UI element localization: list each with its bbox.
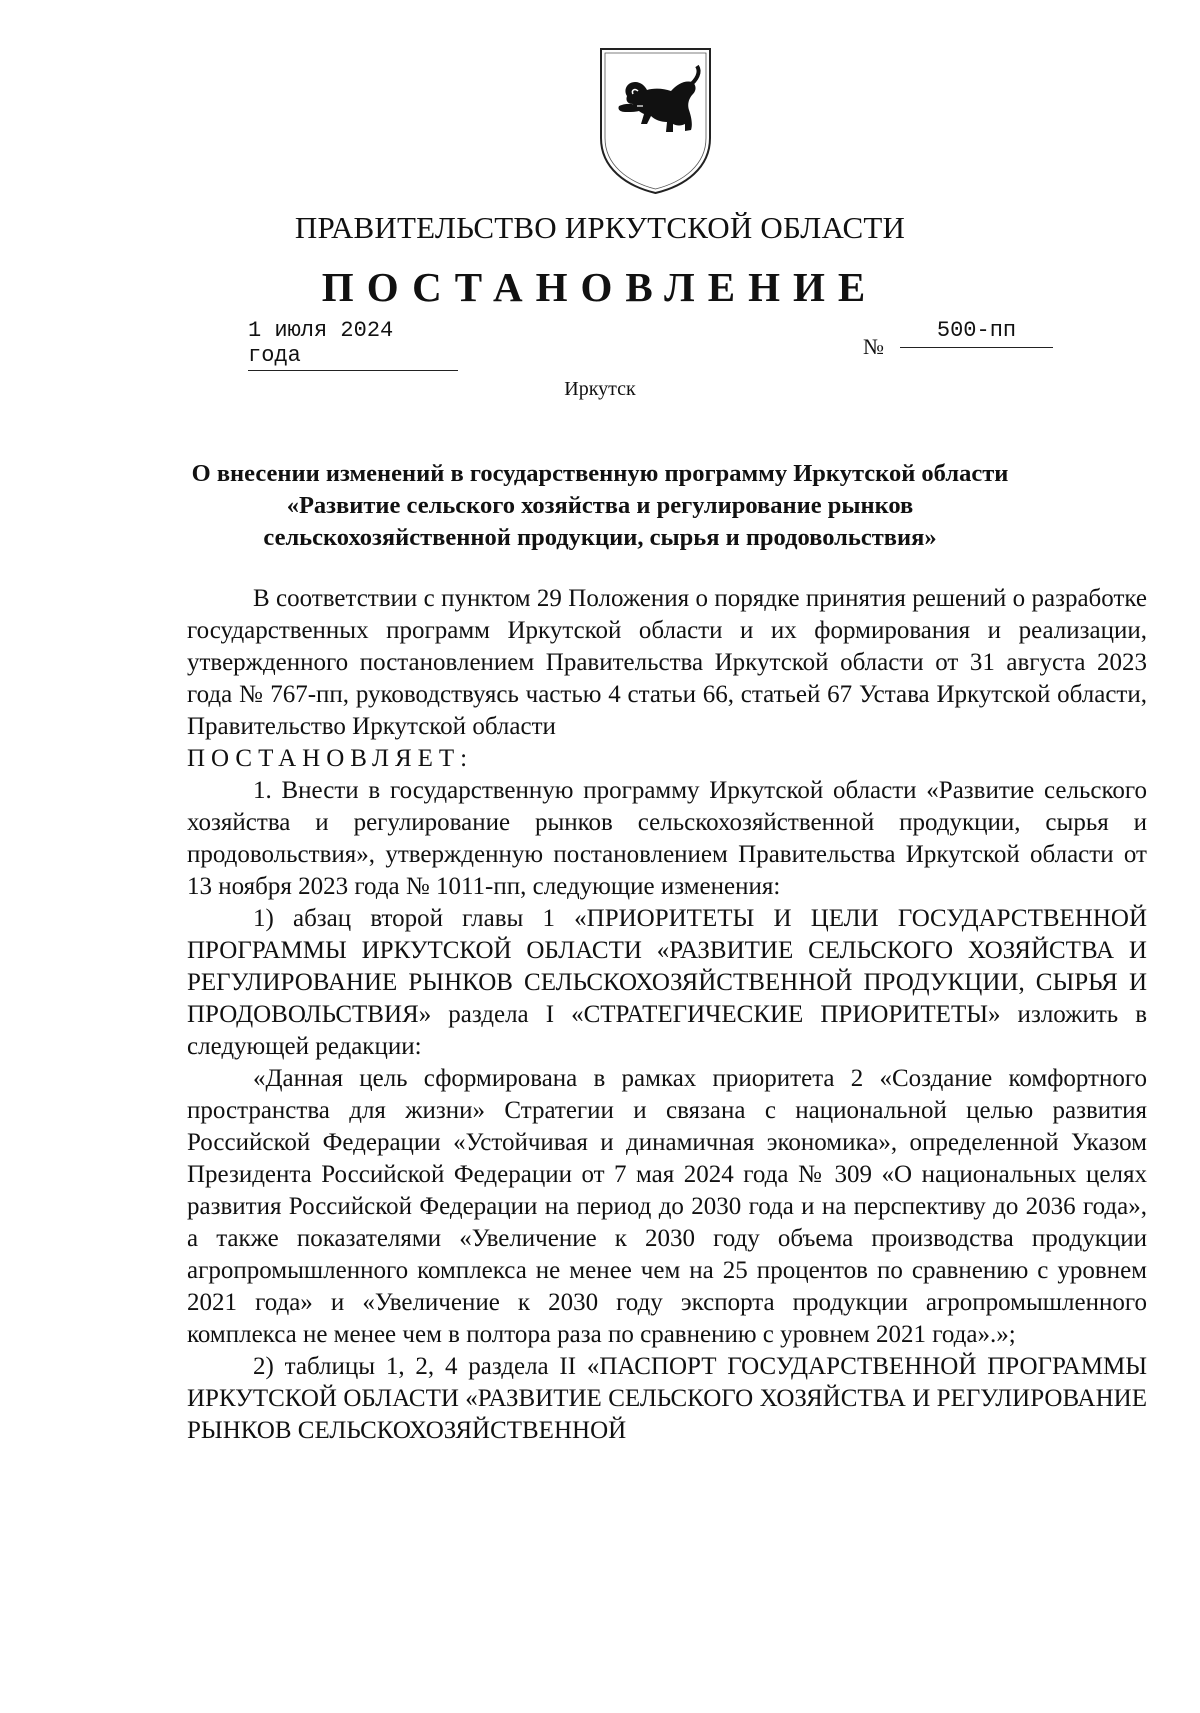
decree-word: ПОСТАНОВЛЯЕТ: <box>187 745 474 772</box>
item-1-subitem-2: 2) таблицы 1, 2, 4 раздела II «ПАСПОРТ ГОСУДАРСТВЕННОЙ ПРОГРАММЫ ИРКУТСКОЙ ОБЛАСТИ «РАЗВИТИЕ СЕЛЬСКОГО ХОЗЯЙСТВА И РЕГУЛИРОВАНИЕ РЫНКОВ СЕЛЬСКОХОЗЯЙСТВЕННОЙ <box>187 1353 1147 1444</box>
government-name: ПРАВИТЕЛЬСТВО ИРКУТСКОЙ ОБЛАСТИ <box>294 210 906 245</box>
coat-of-arms-icon <box>597 46 714 196</box>
document-number: 500-пп <box>900 318 1053 348</box>
quoted-text-paragraph: «Данная цель сформирована в рамках приоритета 2 «Создание комфортного пространства для жизни» Стратегии и связана с национальной целью развития Российской Федерации «Устойчивая и динамичная экономика», определенной Указом Президента Российской Федерации от 7 мая 2024 года № 309 «О национальных целях развития Российской Федерации на период до 2030 года и на перспективу до 2036 года», а также показателями «Увеличение к 2030 году объема производства продукции агропромышленного комплекса не менее чем на 25 процентов по сравнению с уровнем 2021 года» и «Увеличение к 2030 году экспорта продукции агропромышленного комплекса не менее чем в полтора раза по сравнению с уровнем 2021 года».»; <box>187 1065 1147 1348</box>
number-sign: № <box>863 334 884 359</box>
city-name: Иркутск <box>564 378 636 400</box>
item-1-subitem-1: 1) абзац второй главы 1 «ПРИОРИТЕТЫ И ЦЕЛИ ГОСУДАРСТВЕННОЙ ПРОГРАММЫ ИРКУТСКОЙ ОБЛАСТИ «РАЗВИТИЕ СЕЛЬСКОГО ХОЗЯЙСТВА И РЕГУЛИРОВАНИЕ РЫНКОВ СЕЛЬСКОХОЗЯЙСТВЕННОЙ ПРОДУКЦИИ, СЫРЬЯ И ПРОДОВОЛЬСТВИЯ» раздела I «СТРАТЕГИЧЕСКИЕ ПРИОРИТЕТЫ» изложить в следующей редакции: <box>187 905 1147 1060</box>
document-type: ПОСТАНОВЛЕНИЕ <box>321 264 879 310</box>
document-date: 1 июля 2024 года <box>248 318 458 371</box>
document-heading: О внесении изменений в государственную программу Иркутской области «Развитие сельского хозяйства и регулирование рынков сельскохозяйственной продукции, сырья и продовольствия» <box>191 460 1009 551</box>
document-body <box>187 583 1147 1447</box>
item-1-paragraph: 1. Внести в государственную программу Иркутской области «Развитие сельского хозяйства и регулирование рынков сельскохозяйственной продукции, сырья и продовольствия», утвержденную постановлением Правительства Иркутской области от 13 ноября 2023 года № 1011-пп, следующие изменения: <box>187 777 1147 900</box>
preamble-paragraph: В соответствии с пунктом 29 Положения о порядке принятия решений о разработке государственных программ Иркутской области и их формирования и реализации, утвержденного постановлением Правительства Иркутской области от 31 августа 2023 года № 767-пп, руководствуясь частью 4 статьи 66, статьей 67 Устава Иркутской области, Правительство Иркутской области <box>187 585 1147 740</box>
